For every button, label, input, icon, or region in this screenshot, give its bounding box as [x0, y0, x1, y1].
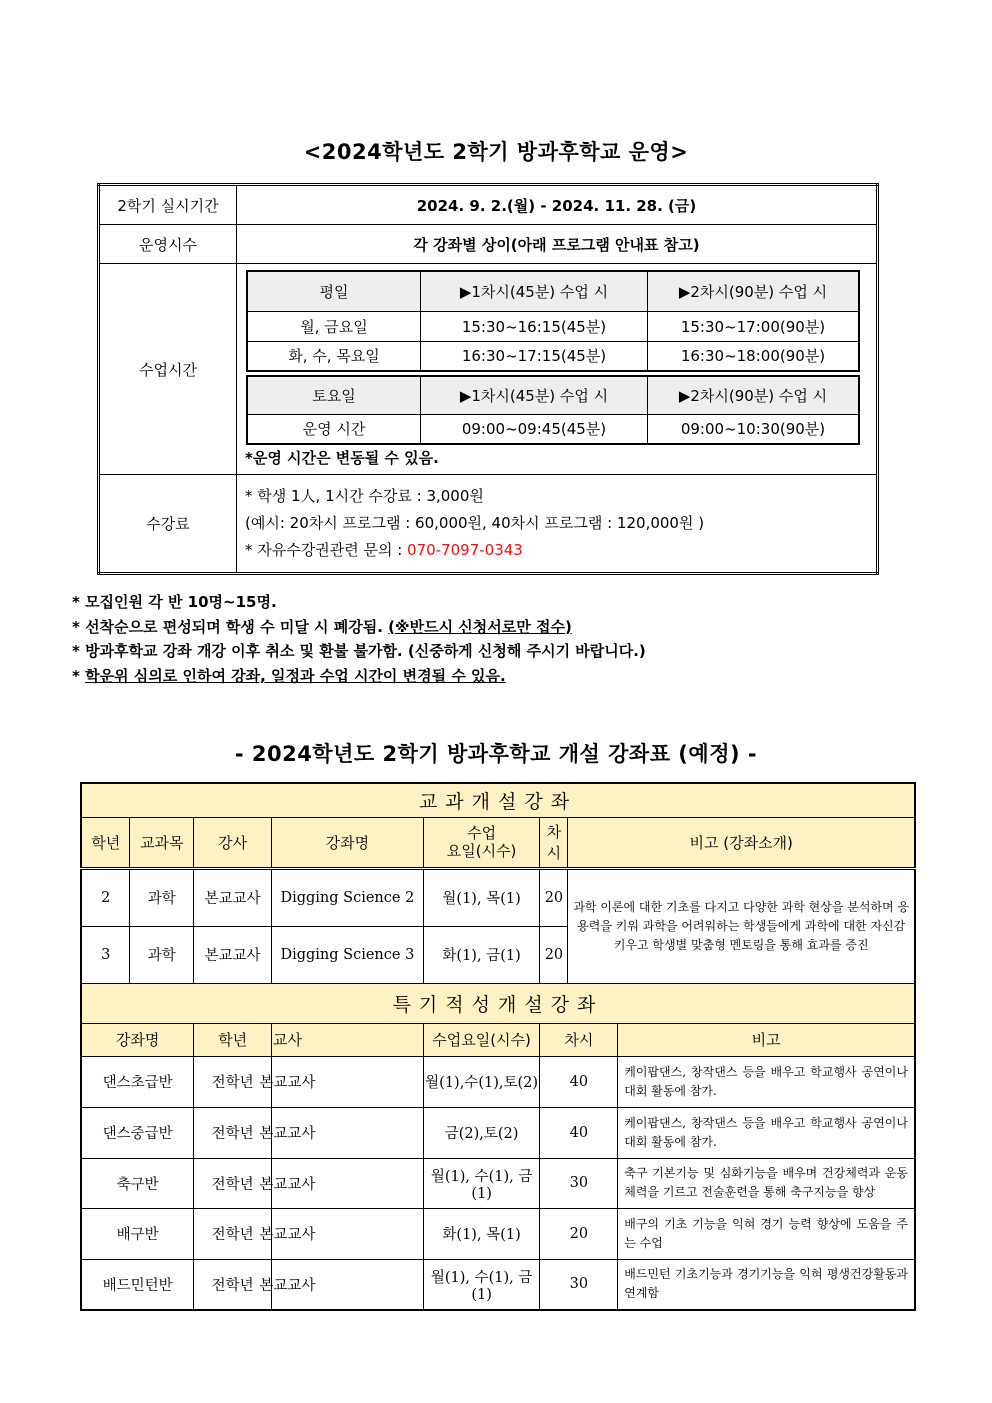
cell-days: 월(1), 수(1), 금(1) — [423, 1158, 540, 1208]
cell-course-name: 댄스중급반 — [81, 1107, 194, 1158]
header-sessions: 차시 — [540, 817, 568, 868]
cell-days: 월(1), 목(1) — [423, 868, 540, 926]
cell-days: 화(1), 금(1) — [423, 926, 540, 983]
fee-phone: 070-7097-0343 — [407, 541, 523, 559]
cell-teacher: 본교교사 — [272, 1107, 424, 1158]
cell-instructor: 본교교사 — [194, 926, 272, 983]
cell-sessions: 30 — [540, 1158, 618, 1208]
cell-description: 배드민턴 기초기능과 경기기능을 익혀 평생건강활동과 연계함 — [618, 1259, 915, 1310]
cell-grade: 전학년 — [194, 1208, 272, 1259]
saturday-session2-header: ▶2차시(90분) 수업 시 — [648, 376, 860, 414]
weekday-row-time1: 15:30~16:15(45분) — [421, 311, 648, 341]
header-note: 비고 — [618, 1023, 915, 1056]
header-subject: 교과목 — [130, 817, 194, 868]
cell-course-name: Digging Science 3 — [272, 926, 424, 983]
notice-list — [72, 590, 646, 688]
weekday-row-time1: 16:30~17:15(45분) — [421, 341, 648, 371]
cell-course-name: 배드민턴반 — [81, 1259, 194, 1310]
class-time-cell — [237, 264, 878, 475]
hours-label: 운영시수 — [99, 225, 237, 264]
hours-value: 각 강좌별 상이(아래 프로그램 안내표 참고) — [237, 225, 878, 264]
saturday-row-time2: 09:00~10:30(90분) — [648, 414, 860, 444]
header-days: 수업 요일(시수) — [423, 817, 540, 868]
cell-description: 케이팝댄스, 창작댄스 등을 배우고 학교행사 공연이나 대회 활동에 참가. — [618, 1056, 915, 1107]
saturday-row-time1: 09:00~09:45(45분) — [421, 414, 648, 444]
cell-sessions: 20 — [540, 926, 568, 983]
course-table-title: - 2024학년도 2학기 방과후학교 개설 강좌표 (예정) - — [234, 742, 758, 766]
header-days: 수업요일(시수) — [423, 1023, 540, 1056]
time-change-note: *운영 시간은 변동될 수 있음. — [245, 449, 439, 467]
saturday-time-table — [246, 375, 860, 445]
weekday-row-day: 화, 수, 목요일 — [247, 341, 421, 371]
cell-course-name: Digging Science 2 — [272, 868, 424, 926]
header-teacher: 교사 — [272, 1023, 424, 1056]
notice-underlined: 학운위 심의로 인하여 강좌, 일정과 수업 시간이 변경될 수 있음. — [85, 666, 506, 685]
fee-line-2: (예시: 20차시 프로그램 : 60,000원, 40차시 프로그램 : 120,000원 ) — [245, 514, 705, 532]
period-label: 2학기 실시기간 — [99, 185, 237, 225]
cell-days: 월(1),수(1),토(2) — [423, 1056, 540, 1107]
cell-instructor: 본교교사 — [194, 868, 272, 926]
notice-item: * 모집인원 각 반 10명~15명. — [72, 593, 277, 611]
cell-course-name: 댄스초급반 — [81, 1056, 194, 1107]
cell-sessions: 40 — [540, 1056, 618, 1107]
cell-days: 화(1), 목(1) — [423, 1208, 540, 1259]
header-grade: 학년 — [81, 817, 130, 868]
cell-grade: 전학년 — [194, 1259, 272, 1310]
cell-sessions: 40 — [540, 1107, 618, 1158]
cell-description: 케이팝댄스, 창작댄스 등을 배우고 학교행사 공연이나 대회 활동에 참가. — [618, 1107, 915, 1158]
cell-course-name: 축구반 — [81, 1158, 194, 1208]
notice-underlined: (※반드시 신청서로만 접수) — [388, 617, 572, 636]
cell-days: 월(1), 수(1), 금(1) — [423, 1259, 540, 1310]
cell-sessions: 20 — [540, 868, 568, 926]
fee-line-1: * 학생 1人, 1시간 수강료 : 3,000원 — [245, 487, 484, 505]
fee-line-3 — [245, 537, 868, 564]
notice-item: * 방과후학교 강좌 개강 이후 취소 및 환불 불가함. (신중하게 신청해 주시기 바랍니다.) — [72, 642, 646, 660]
header-instructor: 강사 — [194, 817, 272, 868]
cell-course-description: 과학 이론에 대한 기초를 다지고 다양한 과학 현상을 분석하며 응용력을 키워 과학을 어려워하는 학생들에게 과학에 대한 자신감 키우고 학생별 맞춤형 멘토링을 통해 효과를 증진 — [568, 868, 915, 983]
cell-sessions: 30 — [540, 1259, 618, 1310]
page-title: <2024학년도 2학기 방과후학교 운영> — [303, 140, 689, 164]
fee-label: 수강료 — [99, 475, 237, 574]
header-course-name: 강좌명 — [272, 817, 424, 868]
cell-description: 축구 기본기능 및 심화기능을 배우며 건강체력과 운동체력을 기르고 전술훈련을 통해 축구지능을 향상 — [618, 1158, 915, 1208]
cell-days: 금(2),토(2) — [423, 1107, 540, 1158]
weekday-row-day: 월, 금요일 — [247, 311, 421, 341]
header-grade: 학년 — [194, 1023, 272, 1056]
period-value: 2024. 9. 2.(월) - 2024. 11. 28. (금) — [237, 185, 878, 225]
subject-section-title: 교과개설강좌 — [81, 783, 915, 817]
notice-item — [72, 664, 646, 689]
cell-teacher: 본교교사 — [272, 1208, 424, 1259]
cell-grade: 전학년 — [194, 1056, 272, 1107]
cell-description: 배구의 기초 기능을 익혀 경기 능력 향상에 도움을 주는 수업 — [618, 1208, 915, 1259]
cell-grade: 2 — [81, 868, 130, 926]
fee-line-3-prefix: * 자유수강권관련 문의 : — [245, 541, 408, 559]
saturday-row-label: 운영 시간 — [247, 414, 421, 444]
cell-course-name: 배구반 — [81, 1208, 194, 1259]
cell-sessions: 20 — [540, 1208, 618, 1259]
weekday-session1-header: ▶1차시(45분) 수업 시 — [421, 271, 648, 311]
cell-teacher: 본교교사 — [272, 1259, 424, 1310]
weekday-row-time2: 15:30~17:00(90분) — [648, 311, 860, 341]
cell-teacher: 본교교사 — [272, 1158, 424, 1208]
header-course-name: 강좌명 — [81, 1023, 194, 1056]
cell-grade: 3 — [81, 926, 130, 983]
fee-cell — [237, 475, 878, 574]
class-time-label: 수업시간 — [99, 264, 237, 475]
cell-grade: 전학년 — [194, 1107, 272, 1158]
header-note: 비고 (강좌소개) — [568, 817, 915, 868]
notice-item — [72, 615, 646, 640]
weekday-time-table — [246, 270, 860, 372]
cell-teacher: 본교교사 — [272, 1056, 424, 1107]
course-table — [80, 782, 916, 1311]
weekday-row-time2: 16:30~18:00(90분) — [648, 341, 860, 371]
weekday-session2-header: ▶2차시(90분) 수업 시 — [648, 271, 860, 311]
notice-text: * 선착순으로 편성되며 학생 수 미달 시 폐강됨. — [72, 617, 389, 636]
operation-info-table — [97, 183, 879, 575]
header-sessions: 차시 — [540, 1023, 618, 1056]
notice-text: * — [72, 666, 86, 685]
cell-subject: 과학 — [130, 926, 194, 983]
saturday-session1-header: ▶1차시(45분) 수업 시 — [421, 376, 648, 414]
cell-subject: 과학 — [130, 868, 194, 926]
saturday-header: 토요일 — [247, 376, 421, 414]
special-section-title: 특기적성개설강좌 — [81, 983, 915, 1023]
cell-grade: 전학년 — [194, 1158, 272, 1208]
weekday-header: 평일 — [247, 271, 421, 311]
